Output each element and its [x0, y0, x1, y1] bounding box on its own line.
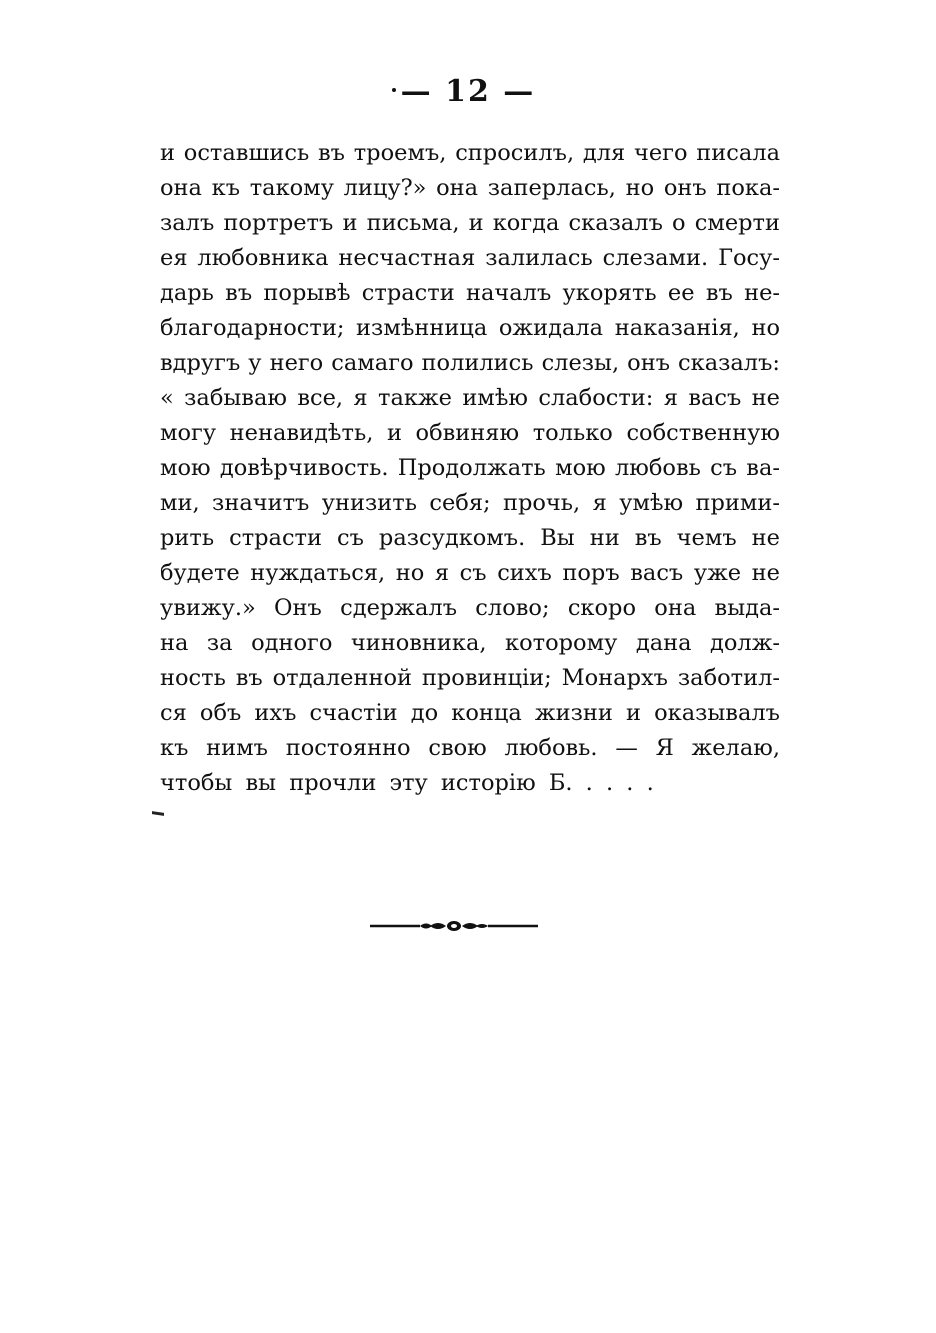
text-line: вдругъ у него самаго полились слезы, онъ сказалъ:: [160, 350, 780, 376]
text-line: залъ портретъ и письма, и когда сказалъ о смерти: [160, 210, 780, 236]
text-line: могу ненавидѣть, и обвиняю только собственную: [160, 420, 780, 446]
text-line: и оставшись въ троемъ, спросилъ, для чего писала: [160, 140, 780, 166]
margin-mark: [152, 811, 164, 816]
text-line: къ нимъ постоянно свою любовь. — Я желаю,: [160, 735, 780, 761]
body-text: [160, 136, 780, 801]
text-line: увижу.» Онъ сдержалъ слово; скоро она выда-: [160, 595, 780, 621]
text-line: « забываю все, я также имѣю слабости: я васъ не: [160, 385, 780, 411]
text-line: дарь въ порывѣ страсти началъ укорять ее въ не-: [160, 280, 780, 306]
text-line: благодарности; измѣнница ожидала наказанія, но: [160, 315, 780, 341]
page-number: [0, 72, 936, 112]
text-line: на за одного чиновника, которому дана долж-: [160, 630, 780, 656]
text-line: ми, значитъ унизить себя; прочь, я умѣю прими-: [160, 490, 780, 516]
text-line: рить страсти съ разсудкомъ. Вы ни въ чемъ не: [160, 525, 780, 551]
stray-dot-mark: [392, 88, 396, 92]
page-number-text: — 12 —: [400, 74, 536, 109]
text-line: ность въ отдаленной провинціи; Монархъ заботил-: [160, 665, 780, 691]
text-line: мою довѣрчивость. Продолжать мою любовь съ ва-: [160, 455, 780, 481]
text-line: ся объ ихъ счастіи до конца жизни и оказывалъ: [160, 700, 780, 726]
tailpiece-ornament-icon: [368, 918, 540, 934]
text-line-last: чтобы вы прочли эту исторію Б. . . . .: [160, 770, 654, 796]
text-line: ея любовника несчастная залилась слезами. Госу-: [160, 245, 780, 271]
text-line: будете нуждаться, но я съ сихъ поръ васъ уже не: [160, 560, 780, 586]
text-line: она къ такому лицу?» она заперлась, но онъ пока-: [160, 175, 780, 201]
